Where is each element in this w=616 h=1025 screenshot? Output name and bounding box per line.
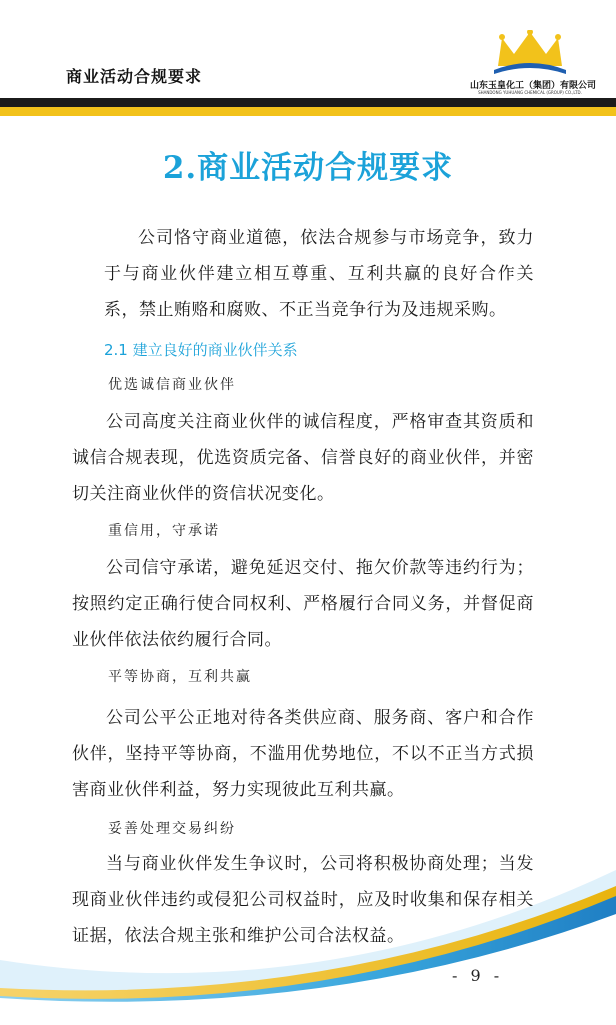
header-divider-gold <box>0 107 616 116</box>
logo-company-name-en: SHANDONG YUHUANG CHEMICAL (GROUP) CO.,LTD. <box>478 90 582 95</box>
item-body: 公司高度关注商业伙伴的诚信程度，严格审查其资质和诚信合规表现，优选资质完备、信誉良好的商业伙伴，并密切关注商业伙伴的资信状况变化。 <box>72 412 534 504</box>
item-body: 公司信守承诺，避免延迟交付、拖欠价款等违约行为；按照约定正确行使合同权利、严格履行合同义务，并督促商业伙伴依法依约履行合同。 <box>72 558 534 650</box>
logo-company-name: 山东玉皇化工（集团）有限公司 <box>470 81 597 91</box>
item-heading: 平等协商，互利共赢 <box>108 669 252 685</box>
subsection-title: 2.1 建立良好的商业伙伴关系 <box>104 341 298 359</box>
crown-logo-icon <box>492 30 568 76</box>
page-number: - 9 - <box>452 966 504 985</box>
page-title: 2.商业活动合规要求 <box>162 150 454 186</box>
item-body: 当与商业伙伴发生争议时，公司将积极协商处理；当发现商业伙伴违约或侵犯公司权益时，应及时收集和保存相关证据，依法合规主张和维护公司合法权益。 <box>72 854 534 946</box>
company-logo <box>470 30 597 98</box>
item-body: 公司公平公正地对待各类供应商、服务商、客户和合作伙伴，坚持平等协商，不滥用优势地位，不以不正当方式损害商业伙伴利益，努力实现彼此互利共赢。 <box>72 708 534 800</box>
item-heading: 妥善处理交易纠纷 <box>108 821 236 837</box>
header-divider-dark <box>0 98 616 107</box>
intro-paragraph: 公司恪守商业道德，依法合规参与市场竞争，致力于与商业伙伴建立相互尊重、互利共赢的良好合作关系，禁止贿赂和腐败、不正当竞争行为及违规采购。 <box>104 228 534 320</box>
header-section-title: 商业活动合规要求 <box>66 67 203 86</box>
item-heading: 重信用，守承诺 <box>108 523 220 539</box>
item-heading: 优选诚信商业伙伴 <box>108 377 236 393</box>
footer-swoosh <box>0 870 616 1025</box>
